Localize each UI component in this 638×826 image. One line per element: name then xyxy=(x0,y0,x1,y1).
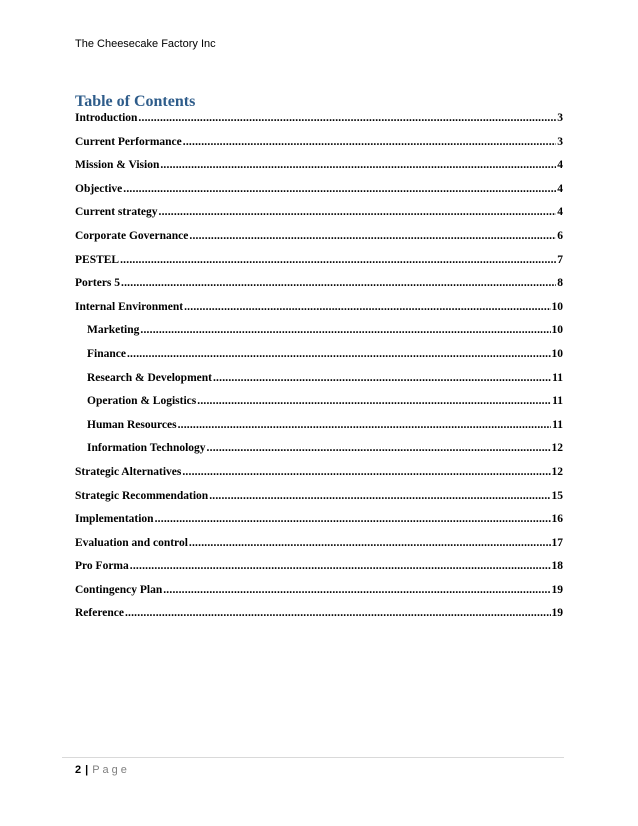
toc-heading: Table of Contents xyxy=(75,93,196,110)
toc-entry-page: 11 xyxy=(552,395,563,408)
toc-dot-leader xyxy=(138,111,556,125)
toc-entry-page: 17 xyxy=(551,536,563,549)
toc-entry[interactable] xyxy=(75,418,563,442)
toc-entry[interactable] xyxy=(75,606,563,630)
toc-entry-page: 10 xyxy=(551,300,563,313)
toc-dot-leader xyxy=(213,371,551,385)
toc-dot-leader xyxy=(121,276,556,290)
toc-entry-label: Marketing xyxy=(87,324,140,337)
page-header: The Cheesecake Factory Inc xyxy=(75,38,216,50)
toc-entry-page: 11 xyxy=(552,418,563,431)
toc-entry[interactable] xyxy=(75,512,563,536)
toc-entry-page: 4 xyxy=(557,182,563,195)
toc-entry[interactable] xyxy=(75,465,563,489)
toc-entry[interactable] xyxy=(75,371,563,395)
toc-entry-label: Current Performance xyxy=(75,135,182,148)
toc-entry-label: Mission & Vision xyxy=(75,159,160,172)
toc-entry-label: Objective xyxy=(75,182,123,195)
toc-entry-label: Strategic Alternatives xyxy=(75,465,182,478)
toc-entry-label: Implementation xyxy=(75,513,154,526)
toc-entry-page: 12 xyxy=(551,442,563,455)
toc-entry[interactable] xyxy=(75,111,563,135)
footer-page-number: 2 xyxy=(75,764,82,776)
toc-entry-page: 8 xyxy=(557,277,563,290)
toc-entry-label: Evaluation and control xyxy=(75,536,188,549)
toc-entry[interactable] xyxy=(75,300,563,324)
toc-dot-leader xyxy=(209,489,550,503)
page-footer xyxy=(75,764,130,776)
toc-entry[interactable] xyxy=(75,323,563,347)
toc-entry-page: 6 xyxy=(557,229,563,242)
toc-entry-label: Information Technology xyxy=(87,442,206,455)
toc-dot-leader xyxy=(207,441,551,455)
toc-dot-leader xyxy=(125,606,551,620)
toc-dot-leader xyxy=(130,559,551,573)
toc-entry-page: 4 xyxy=(557,206,563,219)
toc-entry-page: 3 xyxy=(557,135,563,148)
toc-entry-label: Internal Environment xyxy=(75,300,184,313)
toc-dot-leader xyxy=(123,182,556,196)
toc-dot-leader xyxy=(197,394,551,408)
footer-page-word: Page xyxy=(92,764,130,776)
toc-entry-label: Introduction xyxy=(75,112,138,124)
toc-entry-page: 12 xyxy=(551,465,563,478)
toc-entry[interactable] xyxy=(75,489,563,513)
toc-entry[interactable] xyxy=(75,158,563,182)
toc-entry[interactable] xyxy=(75,583,563,607)
toc-entry[interactable] xyxy=(75,394,563,418)
toc-entry-label: Current strategy xyxy=(75,206,158,219)
toc-dot-leader xyxy=(178,418,552,432)
toc-dot-leader xyxy=(140,323,550,337)
toc-entry-page: 19 xyxy=(551,607,563,620)
toc-entry-label: PESTEL xyxy=(75,253,120,266)
toc-dot-leader xyxy=(189,536,551,550)
toc-entry-page: 11 xyxy=(552,371,563,384)
toc-entry[interactable] xyxy=(75,536,563,560)
toc-dot-leader xyxy=(163,583,550,597)
toc-entry-page: 4 xyxy=(557,159,563,172)
toc-entry-label: Finance xyxy=(87,347,126,360)
toc-entry-page: 15 xyxy=(551,489,563,502)
toc-entry-label: Research & Development xyxy=(87,371,212,384)
toc-entry[interactable] xyxy=(75,135,563,159)
toc-dot-leader xyxy=(155,512,551,526)
toc-entry[interactable] xyxy=(75,253,563,277)
toc-dot-leader xyxy=(159,205,557,219)
toc-dot-leader xyxy=(189,229,556,243)
toc-entry-label: Pro Forma xyxy=(75,560,129,573)
toc-entry-page: 18 xyxy=(551,560,563,573)
toc-entry-page: 10 xyxy=(551,324,563,337)
toc-entry[interactable] xyxy=(75,559,563,583)
toc-entry-label: Strategic Recommendation xyxy=(75,489,209,502)
toc-dot-leader xyxy=(160,158,556,172)
footer-divider xyxy=(62,757,564,758)
toc-dot-leader xyxy=(182,465,550,479)
toc-entry[interactable] xyxy=(75,347,563,371)
toc-entry-label: Operation & Logistics xyxy=(87,395,197,408)
toc-entry[interactable] xyxy=(75,205,563,229)
toc-entry-label: Human Resources xyxy=(87,418,177,431)
toc-entry-page: 7 xyxy=(557,253,563,266)
toc-entry-page: 10 xyxy=(551,347,563,360)
toc-entry-page: 3 xyxy=(557,112,563,124)
toc-entry[interactable] xyxy=(75,276,563,300)
toc-entry[interactable] xyxy=(75,182,563,206)
toc-entry-label: Corporate Governance xyxy=(75,229,189,242)
toc-dot-leader xyxy=(120,253,556,267)
toc-dot-leader xyxy=(127,347,551,361)
table-of-contents xyxy=(75,111,563,630)
toc-entry-page: 19 xyxy=(551,583,563,596)
toc-dot-leader xyxy=(184,300,550,314)
toc-entry-label: Reference xyxy=(75,607,124,620)
toc-dot-leader xyxy=(183,135,556,149)
toc-entry-label: Contingency Plan xyxy=(75,583,163,596)
toc-entry[interactable] xyxy=(75,441,563,465)
toc-entry-label: Porters 5 xyxy=(75,277,121,290)
toc-entry[interactable] xyxy=(75,229,563,253)
footer-separator: | xyxy=(85,764,89,776)
toc-entry-page: 16 xyxy=(551,513,563,526)
